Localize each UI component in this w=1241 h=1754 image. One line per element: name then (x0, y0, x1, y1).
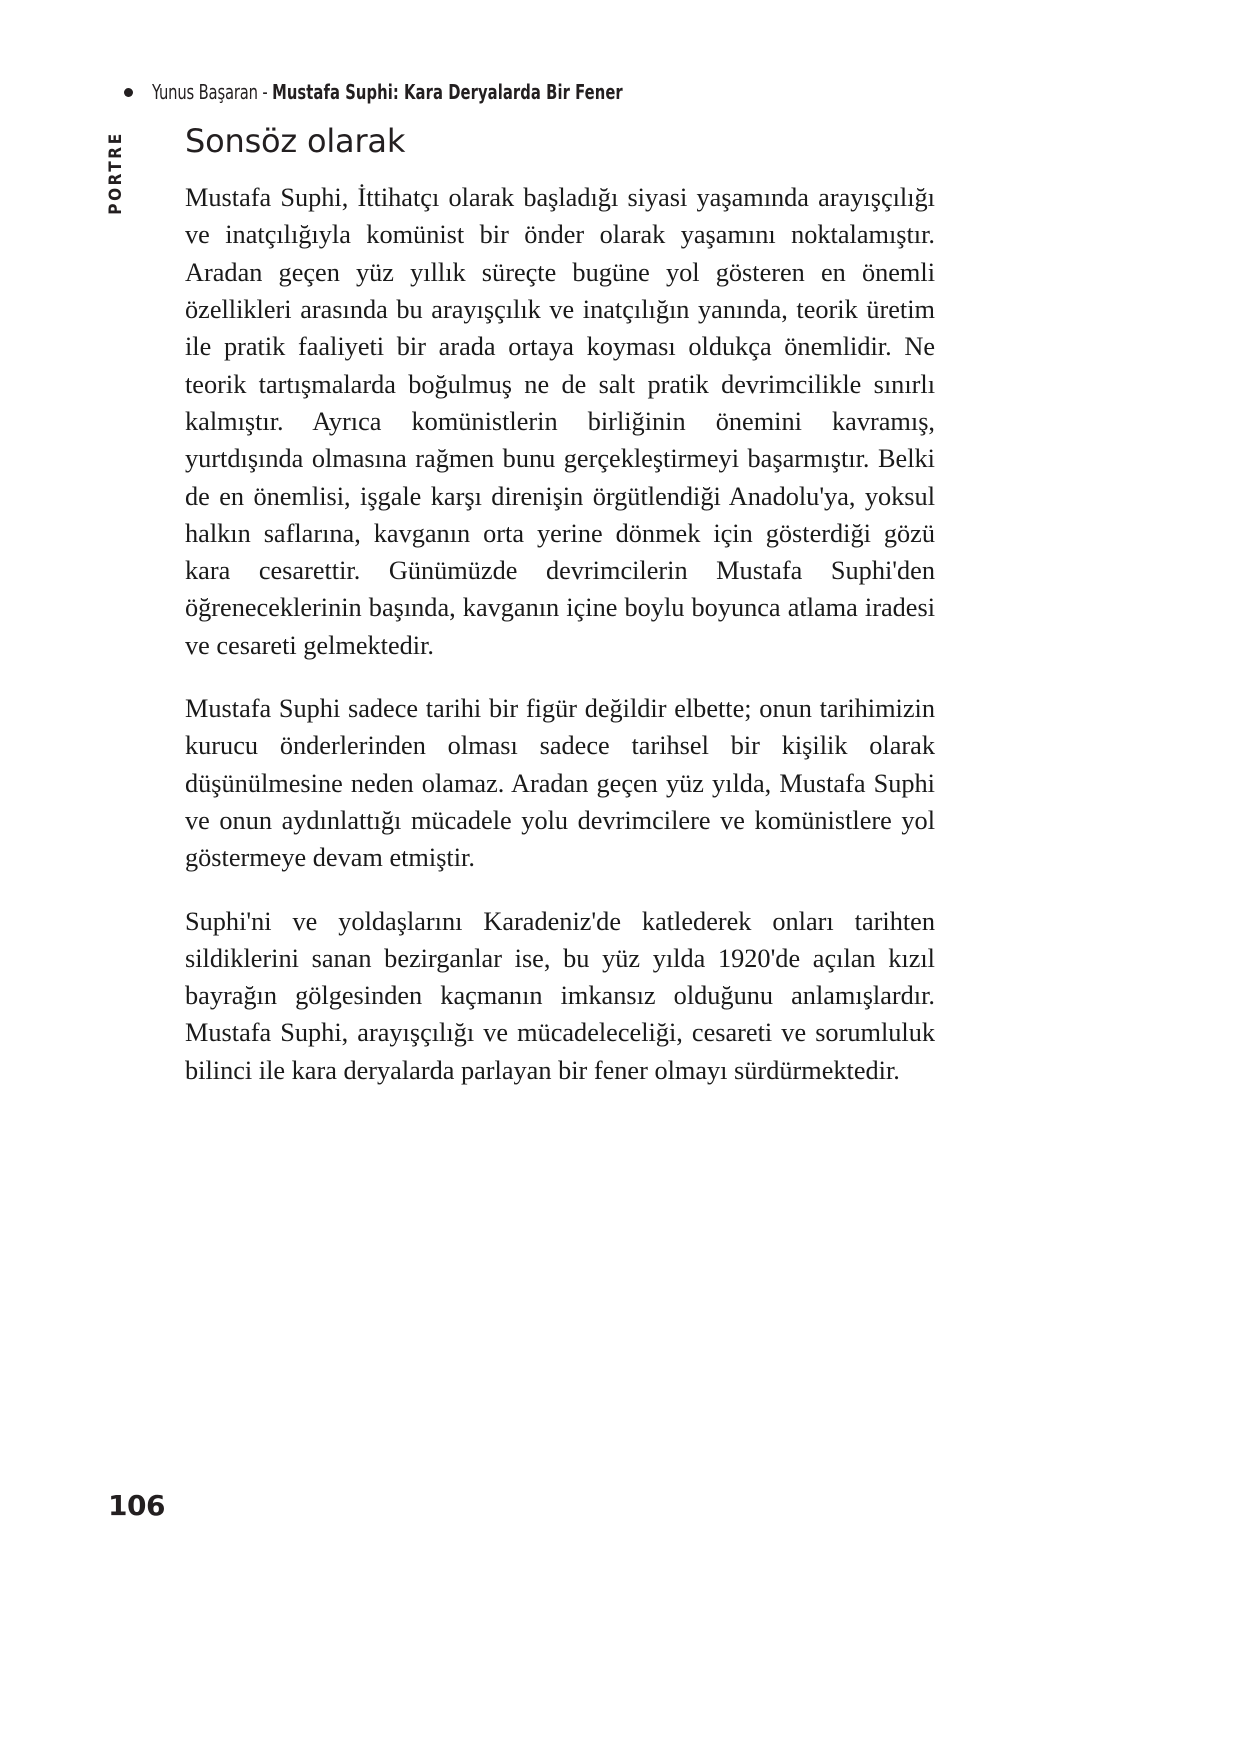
page-number: 106 (108, 1489, 165, 1522)
running-head-author: Yunus Başaran (152, 80, 258, 104)
main-content (185, 124, 935, 1089)
body-paragraph: Mustafa Suphi sadece tarihi bir figür değildir elbette; onun tarihimizin kurucu önderlerinden olması sadece tarihsel bir kişilik olarak düşünülmesine neden olamaz. Aradan geçen yüz yılda, Mustafa Suphi ve onun aydınlattığı mücadele yolu devrimcilere ve komünistlere yol göstermeye devam etmiştir. (185, 694, 935, 873)
side-tab-label: PORTRE (106, 131, 126, 215)
running-head (124, 80, 740, 104)
body-paragraph: Mustafa Suphi, İttihatçı olarak başladığı siyasi yaşamında arayışçılığı ve inatçılığıyla komünist bir önder olarak yaşamını noktalamıştır. Aradan geçen yüz yıllık süreçte bugüne yol gösteren en önemli özellikleri arasında bu arayışçılık ve inatçılığın yanında, teorik üretim ile pratik faaliyeti bir arada ortaya koyması oldukça önemlidir. Ne teorik tartışmalarda boğulmuş ne de salt pratik devrimcilikle sınırlı kalmıştır. Ayrıca komünistlerin birliğinin önemini kavramış, yurtdışında olmasına rağmen bunu gerçekleştirmeyi başarmıştır. Belki de en önemlisi, işgale karşı direnişin örgütlendiği Anadolu'ya, yoksul halkın saflarına, kavganın orta yerine dönmek için gösterdiği gözü kara cesarettir. Günümüzde devrimcilerin Mustafa Suphi'den öğreneceklerinin başında, kavganın içine boylu boyunca atlama iradesi ve cesareti gelmektedir. (185, 183, 935, 660)
running-head-text (152, 80, 623, 104)
page-title: Sonsöz olarak (185, 122, 406, 160)
bullet-icon (124, 88, 133, 97)
running-head-separator: - (257, 80, 273, 104)
side-tab (96, 118, 136, 228)
body-paragraph: Suphi'ni ve yoldaşlarını Karadeniz'de katlederek onları tarihten sildiklerini sanan bezirganlar ise, bu yüz yılda 1920'de açılan kızıl bayrağın gölgesinden kaçmanın imkansız olduğunu anlamışlardır. Mustafa Suphi, arayışçılığı ve mücadeleceliği, cesareti ve sorumluluk bilinci ile kara deryalarda parlayan bir fener olmayı sürdürmektedir. (185, 906, 935, 1085)
running-head-title: Mustafa Suphi: Kara Deryalarda Bir Fener (272, 80, 623, 104)
